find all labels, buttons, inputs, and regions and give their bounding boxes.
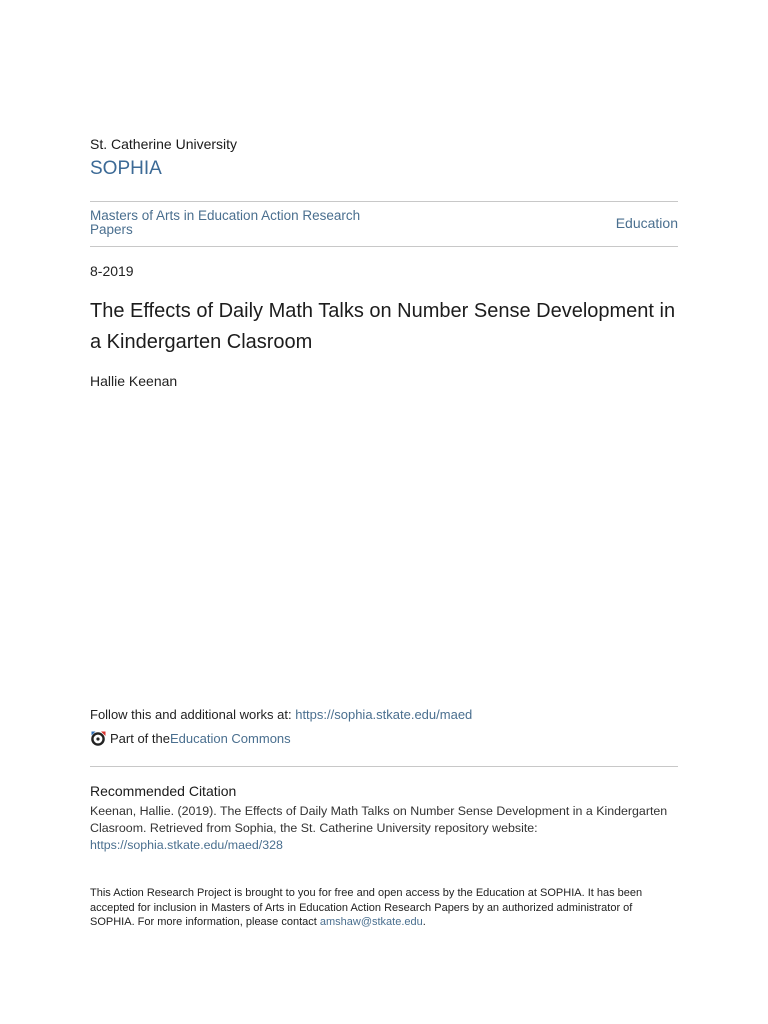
part-of-line	[90, 730, 291, 747]
discipline-link[interactable]: Education	[615, 215, 678, 231]
series-link[interactable]: Masters of Arts in Education Action Research Papers	[90, 208, 361, 237]
access-notice-end: .	[422, 916, 426, 928]
divider-citation	[90, 766, 678, 767]
author-name: Hallie Keenan	[90, 373, 178, 389]
access-notice-text: This Action Research Project is brought to you for free and open access by the Education at SOPHIA. It has been accepted for inclusion in Masters of Arts in Education Action Research Papers by an authorized administrator of SOPHIA. For more information, please contact	[90, 887, 643, 928]
citation-url-link[interactable]: https://sophia.stkate.edu/maed/328	[90, 838, 283, 852]
publication-date: 8-2019	[90, 263, 134, 279]
access-notice	[90, 886, 680, 930]
follow-line	[90, 707, 472, 722]
follow-url-link[interactable]: https://sophia.stkate.edu/maed	[295, 707, 473, 722]
citation-block	[90, 803, 682, 854]
paper-title: The Effects of Daily Math Talks on Number Sense Development in a Kindergarten Clasroom	[90, 300, 676, 353]
institution-name: St. Catherine University	[90, 136, 238, 152]
citation-text: Keenan, Hallie. (2019). The Effects of Daily Math Talks on Number Sense Development in a Kindergarten Clasroom. Retrieved from Sophia, the St. Catherine University repository website:	[90, 804, 668, 835]
divider-meta	[90, 246, 678, 247]
follow-prefix: Follow this and additional works at:	[90, 707, 296, 722]
repository-link[interactable]: SOPHIA	[90, 158, 162, 179]
commons-network-icon	[90, 730, 107, 747]
divider-top	[90, 201, 678, 202]
part-of-prefix: Part of the	[110, 731, 170, 746]
education-commons-link[interactable]: Education Commons	[169, 731, 291, 746]
contact-email-link[interactable]: amshaw@stkate.edu	[319, 916, 423, 928]
citation-heading: Recommended Citation	[90, 783, 237, 799]
